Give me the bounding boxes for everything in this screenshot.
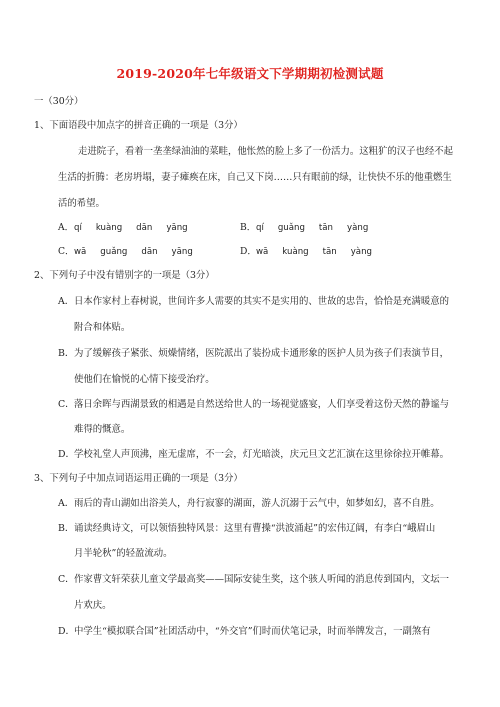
question-2-option-b — [58, 348, 449, 360]
option-continuation: 片欢庆。 — [74, 600, 112, 611]
option-label: A． — [58, 296, 75, 307]
pinyin: dān — [136, 223, 153, 233]
pinyin: qí — [74, 223, 82, 233]
question-3-stem: 3、下列句子中加点词语运用正确的一项是（3分） — [34, 473, 243, 484]
option-label: B． — [240, 222, 256, 233]
question-2-stem: 2、下列句子中没有错别字的一项是（3分） — [34, 270, 215, 281]
option-text: 雨后的青山湖如出浴美人，舟行寂寥的湖面，游人沉溺于云气中，如梦如幻，喜不自胜。 — [74, 498, 440, 509]
option-text: 作家曹文轩荣获儿童文学最高奖——国际安徒生奖，这个骇人听闻的消息传到国内，文坛一 — [74, 574, 450, 585]
question-1-option-c — [58, 246, 207, 258]
option-continuation: 月半轮秋”的轻盈流动。 — [74, 548, 173, 559]
page-title: 2019-2020年七年级语文下学期期初检测试题 — [116, 66, 384, 81]
question-1-passage-line: 走进院子，看着一垄垄绿油油的菜畦，他怅然的脸上多了一份活力。这粗犷的汉子也经不起 — [78, 146, 454, 157]
option-label: D． — [58, 626, 75, 637]
option-text: 落日余晖与西湖景致的相遇是自然送给世人的一场视觉盛宴，人们享受着这份天然的静谧与 — [74, 399, 450, 410]
pinyin: tān — [322, 247, 337, 257]
question-2-option-a — [58, 296, 449, 308]
pinyin: guǎng — [277, 223, 305, 233]
option-continuation: 难得的慨意。 — [74, 424, 131, 435]
option-continuation: 附合和体贴。 — [74, 322, 131, 333]
option-text: 日本作家村上春树说，世间许多人需要的其实不是实用的、世故的忠告，恰恰是充满暖意的 — [74, 296, 450, 307]
option-label: B． — [58, 523, 75, 534]
question-3-option-c — [58, 574, 449, 586]
question-1-option-b — [240, 222, 382, 234]
pinyin: wā — [256, 247, 269, 257]
option-text: 学校礼堂人声顶沸，座无虚席，不一会，灯光暗淡，庆元旦文艺汇演在这里徐徐拉开帷幕。 — [74, 449, 450, 460]
pinyin: wā — [74, 247, 87, 257]
pinyin: guǎng — [100, 247, 128, 257]
pinyin: dān — [141, 247, 158, 257]
pinyin: qí — [256, 223, 264, 233]
pinyin: yàng — [347, 223, 369, 233]
option-label: C． — [58, 246, 75, 257]
question-1-passage-line: 活的希望。 — [58, 198, 105, 209]
pinyin: kuàng — [95, 223, 123, 233]
question-1-passage-line: 生活的折腾：老房坍塌，妻子瘫痪在床，自己又下岗……只有眼前的绿，让快快不乐的他重燃生 — [58, 172, 452, 183]
question-3-option-d — [58, 626, 431, 638]
option-continuation: 使他们在愉悦的心情下接受治疗。 — [74, 374, 215, 385]
option-text: 中学生“模拟联合国”社团活动中，“外交官”们时而伏笔记录，时而举牌发言，一副煞有 — [74, 626, 431, 637]
pinyin: yàng — [350, 247, 372, 257]
option-text: 诵读经典诗文，可以领悟独特风景：这里有曹操“洪波涌起”的宏伟辽阔，有李白“峨眉山 — [74, 523, 436, 534]
question-3-option-a — [58, 498, 440, 510]
question-1-option-d — [240, 246, 386, 258]
option-label: C． — [58, 399, 75, 410]
pinyin: yāng — [166, 223, 188, 233]
pinyin: yāng — [171, 247, 193, 257]
question-1-stem: 1、下面语段中加点字的拼音正确的一项是（3分） — [34, 120, 243, 131]
option-label: A． — [58, 498, 75, 509]
option-label: C． — [58, 574, 75, 585]
pinyin: tān — [318, 223, 334, 233]
option-text: 为了缓解孩子紧张、烦燥情绪，医院派出了装扮成卡通形象的医护人员为孩子们表演节目， — [74, 348, 450, 359]
question-3-option-b — [58, 523, 435, 535]
option-label: B． — [58, 348, 75, 359]
question-2-option-c — [58, 399, 449, 411]
option-label: D． — [58, 449, 75, 460]
section-heading: 一（30分） — [34, 96, 84, 107]
question-2-option-d — [58, 449, 449, 461]
option-label: D． — [240, 246, 257, 257]
pinyin: kuàng — [282, 247, 309, 257]
option-label: A． — [58, 222, 74, 233]
question-1-option-a — [58, 222, 202, 234]
